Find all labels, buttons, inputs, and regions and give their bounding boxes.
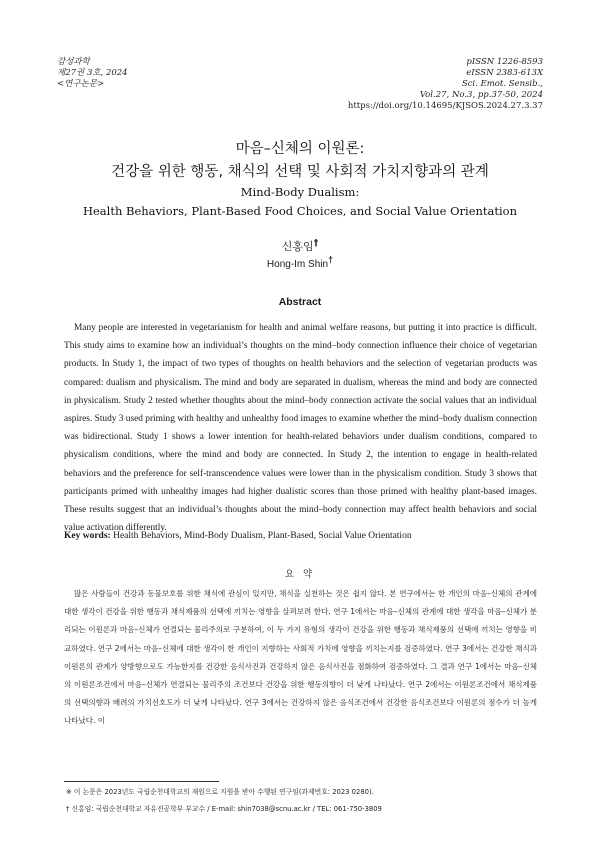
keywords-label: Key words: bbox=[64, 531, 111, 541]
title-korean-line2: 건강을 위한 행동, 채식의 선택 및 사회적 가치지향과의 관계 bbox=[111, 164, 489, 180]
summary-heading: 요 약 bbox=[284, 569, 316, 580]
journal-volume: 제27권 3호, 2024 bbox=[57, 68, 128, 78]
keywords bbox=[64, 531, 537, 541]
title-korean-line1: 마음–신체의 이원론: bbox=[235, 141, 365, 157]
journal-abbrev: Sci. Emot. Sensib., bbox=[461, 79, 543, 89]
author-korean bbox=[0, 238, 600, 254]
journal-name: 감성과학 bbox=[57, 57, 90, 67]
journal-header-right bbox=[348, 57, 543, 112]
summary-text: 많은 사람들이 건강과 동물보호를 위한 채식에 관심이 있지만, 채식을 실천하는 것은 쉽지 않다. 본 연구에서는 한 개인의 마음–신체의 관계에 대한 생각이 건강을 위한 행동과 채식제품의 선택에 끼치는 영향을 살펴보려 한다. 연구 1에서는 마음–신체의 관계에 대한 생각을 마음–신체가 분리되는 이원론과 마음–신체가 연결되는 물리주의로 구분하여, 이 두 가지 유형의 생각이 건강을 위한 행동과 채식제품의 선택에 끼치는 영향을 비교하였다. 연구 2에서는 마음–신체에 대한 생각이 한 개인이 지향하는 사회적 가치에 영향을 끼치는지를 검증하였다. 연구 3에서는 건강한 채식과 이원론의 관계가 양방향으로도 가능한지를 건강한 음식사진과 건강하지 않은 음식사진을 점화하여 검증하였다. 그 결과 연구 1에서는 마음–신체의 이원론조건에서 마음–신체가 연결되는 물리주의 조건보다 건강을 위한 행동의향이 더 낮게 나타났다. 연구 2에서는 이원론조건에서 채식제품의 선택의향과 배려의 가치선호도가 더 낮게 나타났다. 연구 3에서는 건강하지 않은 음식조건에서 건강한 음식조건보다 이원론의 점수가 더 높게 나타났다. 이 bbox=[64, 589, 537, 726]
footnote-author: † 신홍임: 국립순천대학교 자유전공학부 부교수 / E-mail: shin7038@scnu.ac.kr / TEL: 061-750-3809 bbox=[66, 805, 382, 813]
author-english bbox=[0, 254, 600, 270]
author-english-name: Hong-Im Shin bbox=[266, 259, 329, 270]
doi-link[interactable]: https://doi.org/10.14695/KJSOS.2024.27.3.37 bbox=[347, 101, 543, 111]
footnote-funding: ※ 이 논문은 2023년도 국립순천대학교의 재원으로 지원을 받아 수행된 연구임(과제번호: 2023 0280). bbox=[66, 788, 374, 796]
author-korean-name: 신홍임 bbox=[281, 240, 314, 253]
title-english-line1: Mind-Body Dualism: bbox=[240, 185, 360, 199]
pissn: pISSN 1226-8593 bbox=[466, 57, 543, 67]
title-english-line2: Health Behaviors, Plant-Based Food Choices, and Social Value Orientation bbox=[82, 204, 518, 218]
article-type: <연구논문> bbox=[57, 79, 105, 89]
eissn: eISSN 2383-613X bbox=[466, 68, 543, 78]
abstract-text: Many people are interested in vegetarianism for health and animal welfare reasons, but putting it into practice is difficult. This study aims to examine how an individual’s thoughts on the mind–body connection influence their choice of vegetarian products. In Study 1, the impact of two types of thoughts on health behaviors and the selection of vegetarian products was compared: dualism and physicalism. The mind and body are separated in dualism, whereas the mind and body are connected in physicalism. Study 2 tested whether thoughts about the mind–body connection activate the social values that an individual aspires. Study 3 used priming with healthy and unhealthy food images to examine whether the mind–body dualism connection was bidirectional. Study 1 shows a lower intention for health-related behaviors under dualism conditions, compared to physicalism conditions, where the mind and body are connected. In Study 2, the intention to engage in health-related behaviors and the preference for self-transcendence values were lower than in the physicalism condition. Study 3 shows that participants primed with unhealthy images had higher dualistic scores than those primed with healthy plant-based images. These results suggest that an individual’s thoughts about the mind–body connection may affect health behaviors and social value activation differently. bbox=[64, 323, 537, 534]
footnote-divider bbox=[64, 781, 219, 782]
dagger-mark: † bbox=[328, 254, 334, 265]
journal-header-left bbox=[57, 57, 128, 90]
abstract-heading: Abstract bbox=[278, 296, 322, 308]
citation: Vol.27, No.3, pp.37-50, 2024 bbox=[419, 90, 543, 100]
dagger-mark: † bbox=[313, 238, 319, 249]
keywords-list: Health Behaviors, Mind-Body Dualism, Plant-Based, Social Value Orientation bbox=[113, 531, 412, 541]
